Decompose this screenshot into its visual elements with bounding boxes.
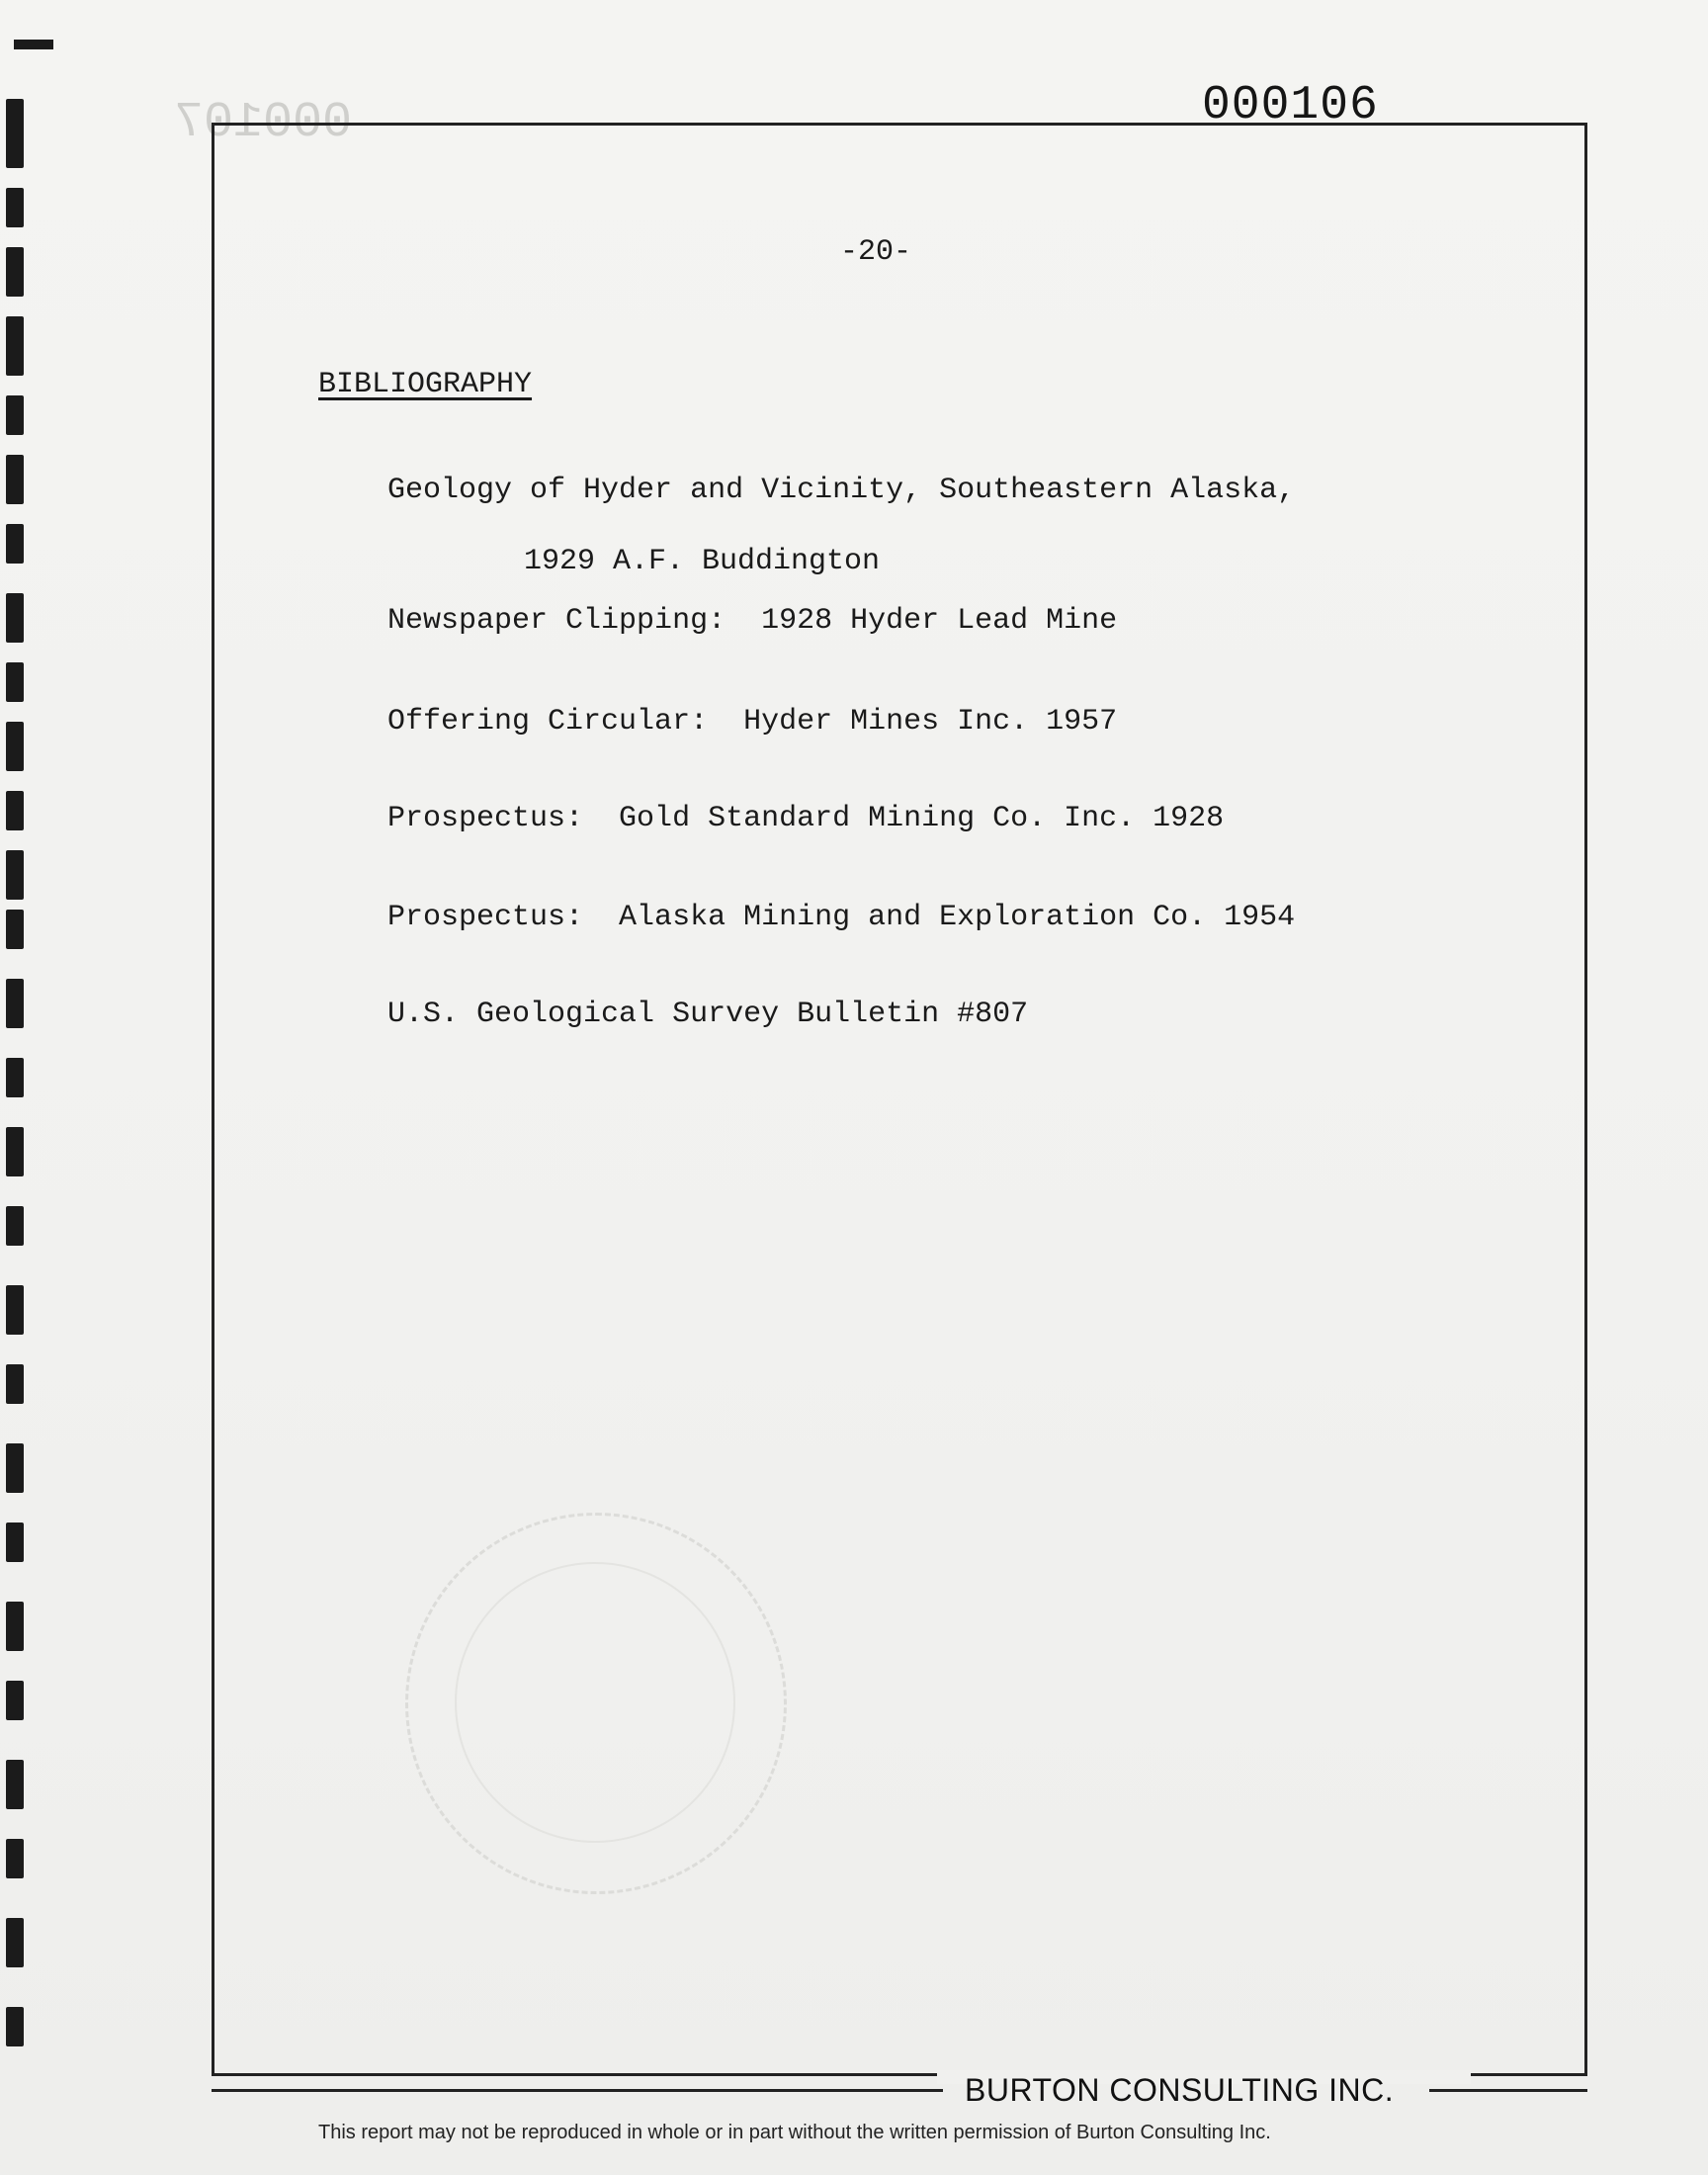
page-border-frame [212, 123, 1587, 2076]
copyright-disclaimer: This report may not be reproduced in whole or in part without the written permission of Burton Consulting Inc. [318, 2122, 1271, 2143]
binder-tab [6, 662, 24, 702]
binder-tab [6, 1127, 24, 1176]
bibliography-heading: BIBLIOGRAPHY [318, 368, 533, 401]
binder-tab [6, 1760, 24, 1809]
binder-tab [6, 1364, 24, 1404]
binder-spine [14, 40, 53, 49]
bibliography-entry [316, 961, 1028, 1068]
company-name: BURTON CONSULTING INC. [965, 2072, 1395, 2108]
binder-tab [6, 1681, 24, 1720]
binder-tab [6, 1285, 24, 1335]
binder-tab [6, 247, 24, 297]
binder-tab [6, 2007, 24, 2046]
binder-tab [6, 1602, 24, 1651]
entry-line: Newspaper Clipping: 1928 Hyder Lead Mine [387, 604, 1118, 638]
binder-tab [6, 1918, 24, 1967]
entry-line: Offering Circular: Hyder Mines Inc. 1957 [387, 705, 1118, 739]
footer-rule-right [1429, 2089, 1587, 2092]
binder-tab [6, 188, 24, 227]
binder-tab [6, 455, 24, 504]
binder-tab [6, 1058, 24, 1097]
entry-line: Geology of Hyder and Vicinity, Southeastern Alaska, [387, 474, 1296, 507]
binder-tab [6, 524, 24, 564]
bibliography-entry [316, 864, 1295, 971]
footer-rule-left [212, 2089, 943, 2092]
document-number: 000106 [1202, 79, 1379, 132]
binder-tab [6, 791, 24, 830]
entry-line-continued: 1929 A.F. Buddington [524, 545, 881, 578]
entry-line: Prospectus: Gold Standard Mining Co. Inc. 1928 [387, 802, 1225, 835]
binder-tab [6, 979, 24, 1028]
entry-line: U.S. Geological Survey Bulletin #807 [387, 998, 1029, 1031]
binder-tab [6, 1443, 24, 1493]
binder-tab [6, 99, 24, 168]
bleed-through-number: 000107 [174, 95, 353, 151]
binder-tab [6, 850, 24, 900]
bibliography-entry [316, 668, 1117, 775]
binder-tab [6, 722, 24, 771]
faded-seal-inner-ring [455, 1562, 735, 1843]
binder-tab [6, 910, 24, 949]
binder-tab [6, 1839, 24, 1878]
binder-tab [6, 593, 24, 643]
page-number: -20- [840, 235, 912, 269]
entry-line: Prospectus: Alaska Mining and Exploration Co. 1954 [387, 901, 1296, 934]
binder-edge [0, 40, 59, 2155]
binder-tab [6, 1206, 24, 1246]
bibliography-entry [316, 567, 1117, 674]
binder-tab [6, 395, 24, 435]
binder-tab [6, 1522, 24, 1562]
binder-tab [6, 316, 24, 376]
bibliography-entry [316, 765, 1224, 872]
